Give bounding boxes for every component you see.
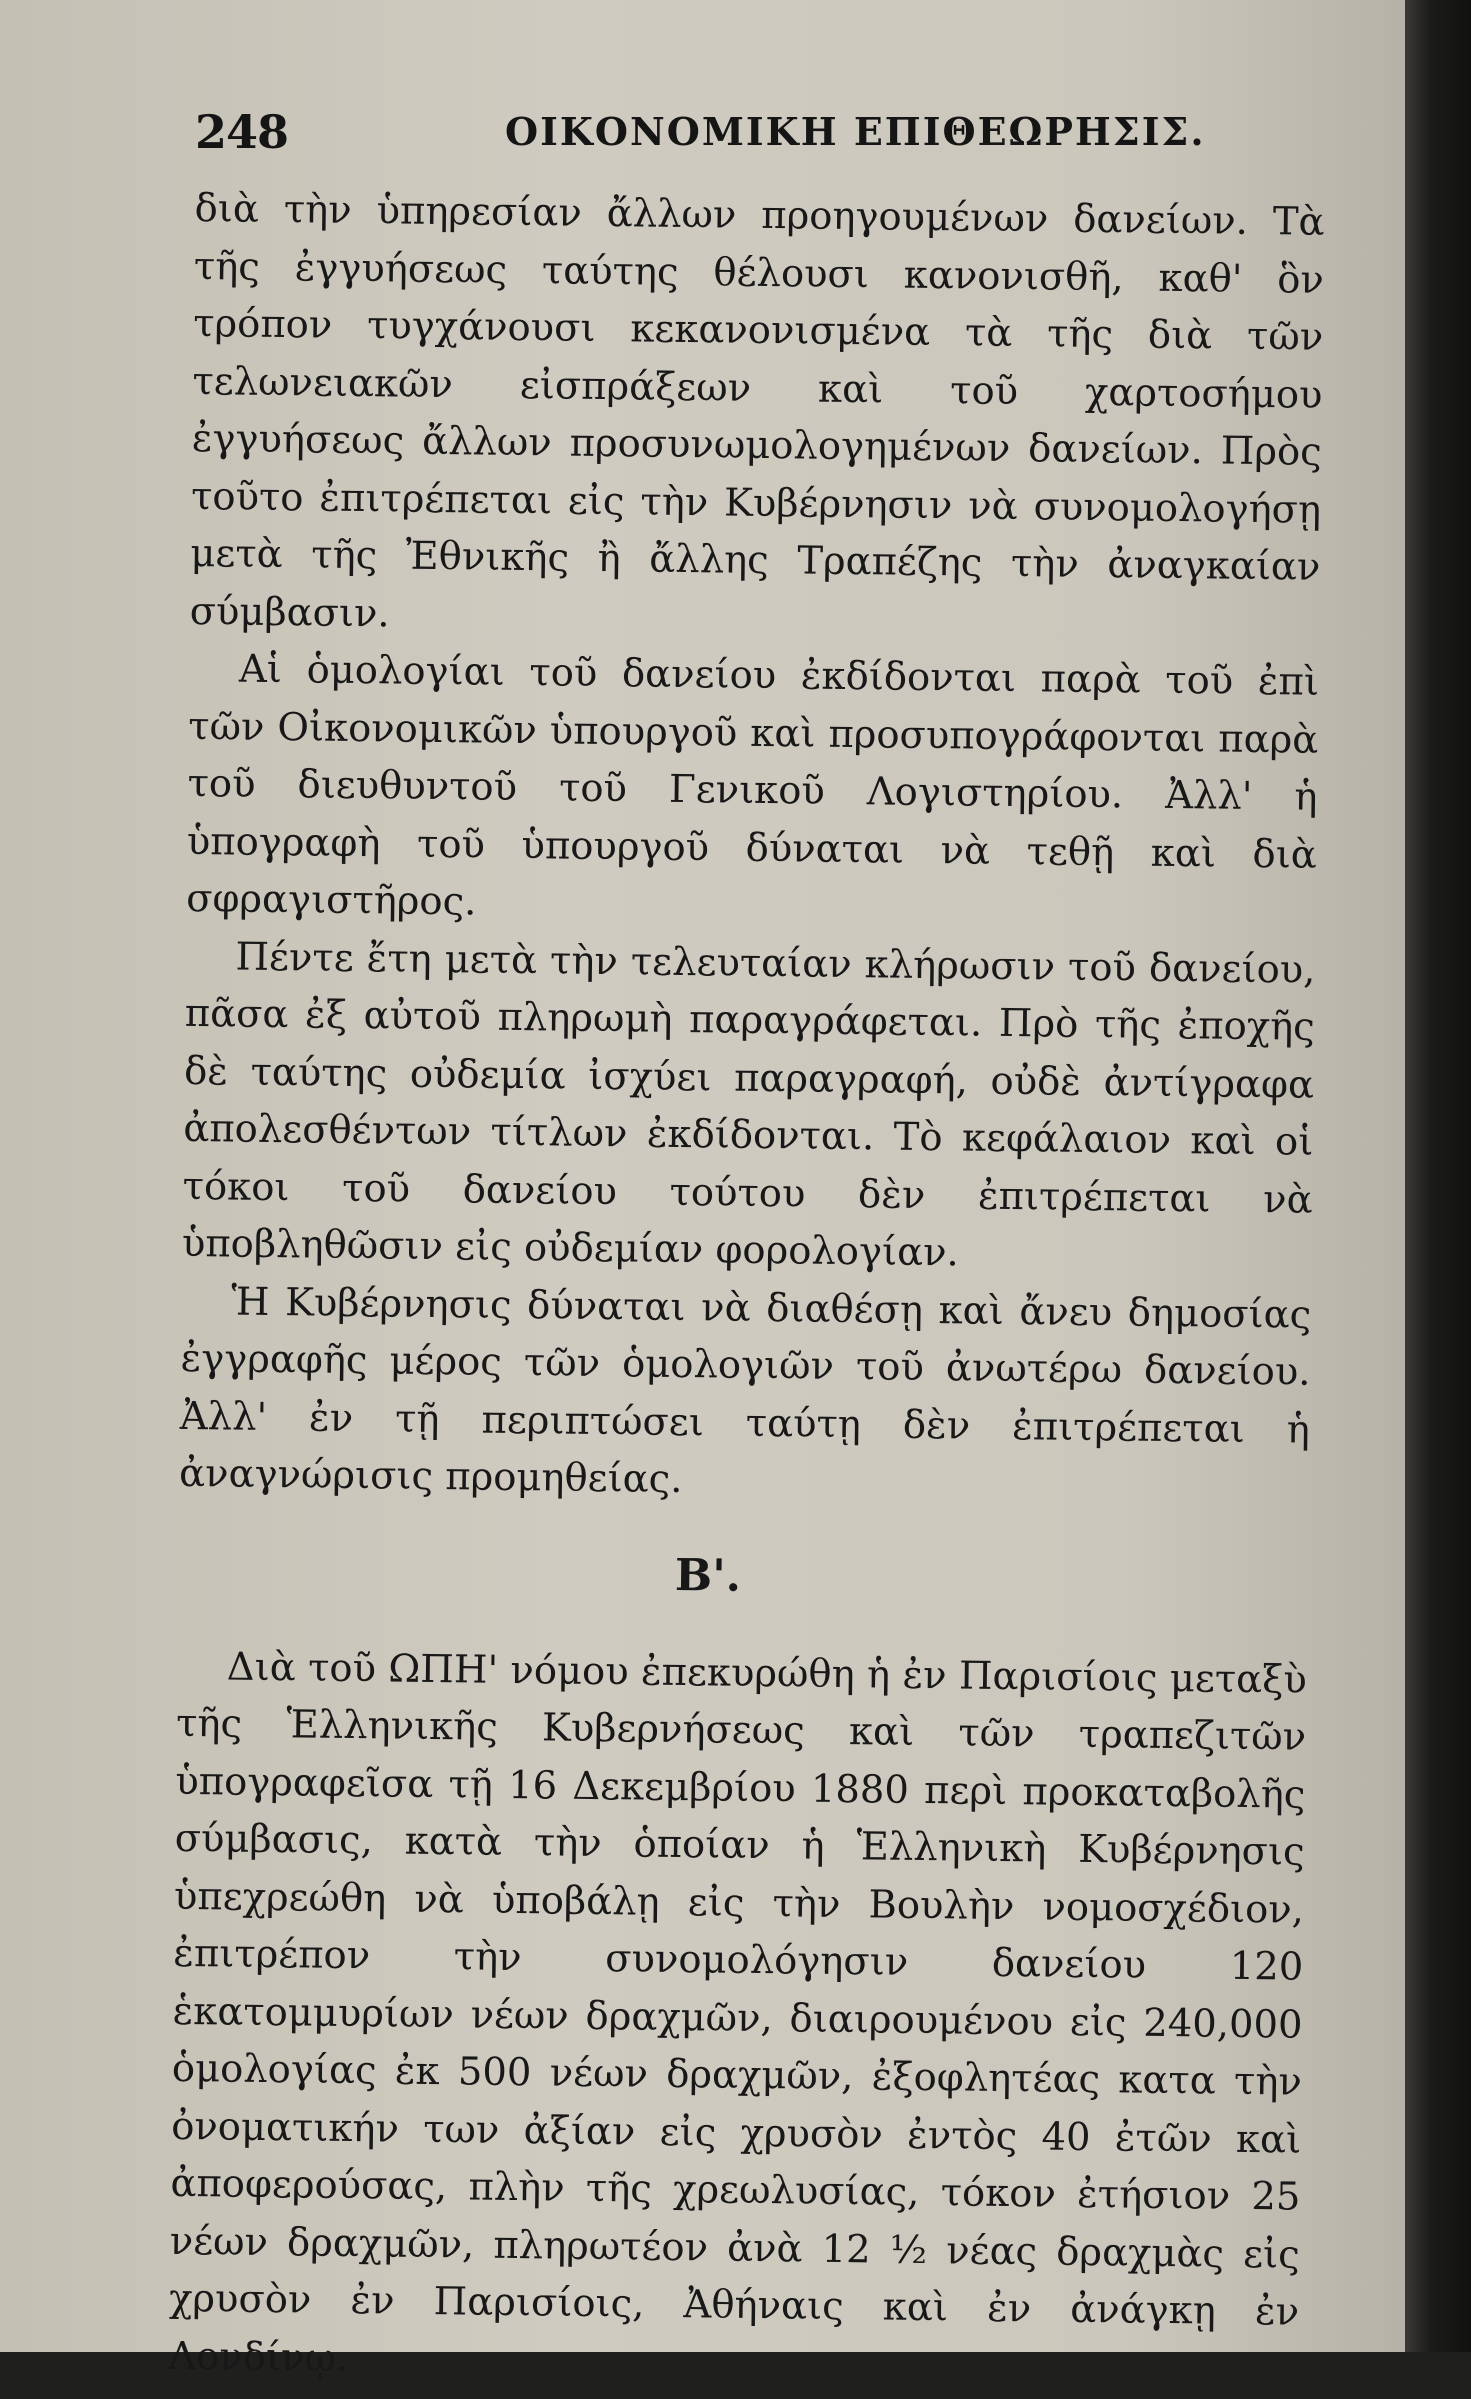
page-header: [195, 105, 1295, 165]
paragraph-law-ratification: Διὰ τοῦ ΩΠΗ' νόμου ἐπεκυρώθη ἡ ἐν Παρισίοις μεταξὺ τῆς Ἑλληνικῆς Κυβερνήσεως καὶ τῶν τραπεζιτῶν ὑπογραφεῖσα τῇ 16 Δεκεμβρίου 1880 περὶ προκαταβολῆς σύμβασις, κατὰ τὴν ὁποίαν ἡ Ἑλληνικὴ Κυβέρνησις ὑπεχρεώθη νὰ ὑποβάλῃ εἰς τὴν Βουλὴν νομοσχέδιον, ἐπιτρέπον τὴν συνομολόγησιν δανείου 120 ἑκατομμυρίων νέων δραχμῶν, διαιρουμένου εἰς 240,000 ὁμολογίας ἐκ 500 νέων δραχμῶν, ἐξοφλητέας κατα τὴν ὀνοματικήν των ἀξίαν εἰς χρυσὸν ἐντὸς 40 ἐτῶν καὶ ἀποφερούσας, πλὴν τῆς χρεωλυσίας, τόκον ἐτήσιον 25 νέων δραχμῶν, πληρωτέον ἀνὰ 12 ½ νέας δραχμὰς εἰς χρυσὸν ἐν Παρισίοις, Ἀθήναις καὶ ἐν ἀνάγκῃ ἐν Λονδίνῳ.: [168, 1644, 1308, 2381]
paragraph-continuation: διὰ τὴν ὑπηρεσίαν ἄλλων προηγουμένων δανείων. Τὰ τῆς ἐγγυήσεως ταύτης θέλουσι κανονισθῆ, καθ' ὃν τρόπον τυγχάνουσι κεκανονισμένα τὰ τῆς διὰ τῶν τελωνειακῶν εἰσπράξεων καὶ τοῦ χαρτοσήμου ἐγγυήσεως ἄλλων προσυνωμολογημένων δανείων. Πρὸς τοῦτο ἐπιτρέπεται εἰς τὴν Κυβέρνησιν νὰ συνομολογήσῃ μετὰ τῆς Ἐθνικῆς ἢ ἄλλης Τραπέζης τὴν ἀναγκαίαν σύμβασιν.: [189, 185, 1325, 636]
page-gutter-shadow: [1405, 0, 1471, 2352]
paragraph-bonds-issuance: Αἱ ὁμολογίαι τοῦ δανείου ἐκδίδονται παρὰ τοῦ ἐπὶ τῶν Οἰκονομικῶν ὑπουργοῦ καὶ προσυπογράφονται παρὰ τοῦ διευθυντοῦ τοῦ Γενικοῦ Λογιστηρίου. Ἀλλ' ἡ ὑπογραφὴ τοῦ ὑπουργοῦ δύναται νὰ τεθῇ καὶ διὰ σφραγιστῆρος.: [185, 646, 1320, 925]
paragraph-government-disposal: Ἡ Κυβέρνησις δύναται νὰ διαθέσῃ καὶ ἄνευ δημοσίας ἐγγραφῆς μέρος τῶν ὁμολογιῶν τοῦ ἀνωτέρω δανείου. Ἀλλ' ἐν τῇ περιπτώσει ταύτῃ δὲν ἐπιτρέπεται ἡ ἀναγνώρισις προμηθείας.: [178, 1279, 1312, 1503]
section-heading: Β'.: [674, 1549, 742, 1602]
page-number: 248: [195, 105, 289, 159]
paragraph-prescription: Πέντε ἔτη μετὰ τὴν τελευταίαν κλήρωσιν τοῦ δανείου, πᾶσα ἐξ αὐτοῦ πληρωμὴ παραγράφεται. Πρὸ τῆς ἐποχῆς δὲ ταύτης οὐδεμία ἰσχύει παραγραφή, οὐδὲ ἀντίγραφα ἀπολεσθέντων τίτλων ἐκδίδονται. Τὸ κεφάλαιον καὶ οἱ τόκοι τοῦ δανείου τούτου δὲν ἐπιτρέπεται νὰ ὑποβληθῶσιν εἰς οὐδεμίαν φορολογίαν.: [181, 934, 1316, 1276]
running-head: ΟΙΚΟΝΟΜΙΚΗ ΕΠΙΘΕΩΡΗΣΙΣ.: [505, 109, 1206, 154]
body-text: [168, 180, 1325, 2399]
